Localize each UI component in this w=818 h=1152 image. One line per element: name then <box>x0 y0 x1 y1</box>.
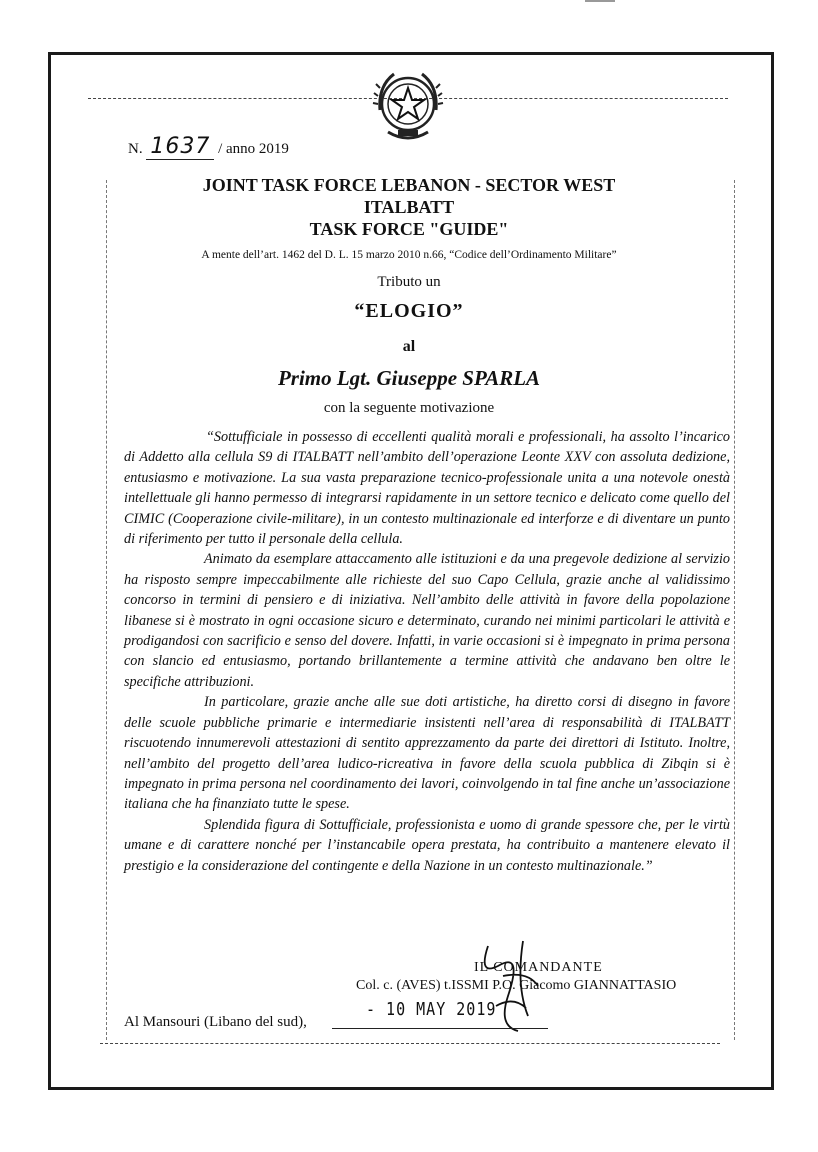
motivation-intro: con la seguente motivazione <box>323 400 495 416</box>
motivation-text <box>124 427 730 876</box>
commander-name: Col. c. (AVES) t.ISSMI P.O. Giacomo GIANNATTASIO <box>356 978 677 993</box>
handwritten-signature <box>468 936 548 1036</box>
paragraph-4: Splendida figura di Sottufficiale, professionista e uomo di grande spessore che, per le virtù umane e di carattere nonché per l’instancabile opera prestata, ha contribuito a mantenere elevato il prestigio e la considerazione del contingente e della Nazione in un contesto multinazionale.” <box>124 816 730 874</box>
paragraph-1: “Sottufficiale in possesso di eccellenti qualità morali e professionali, ha assolto l’incarico di Addetto alla cellula S9 di ITALBATT nell’ambito dell’operazione Leonte XXV con assoluta dedizione, entusiasmo e motivazione. La sua vasta preparazione tecnico-professionale unita a una notevole onestà intellettuale gli hanno permesso di integrarsi rapidamente in un settore tecnico e delicato come quello del CIMIC (Cooperazione civile-militare), in un contesto multinazionale ed interforze e di diventare un punto di riferimento per tutto il personale della cellula. <box>124 429 730 548</box>
paragraph-3: In particolare, grazie anche alle sue doti artistiche, ha diretto corsi di disegno in favore delle scuole pubbliche primarie e intermediarie insistenti nell’area di responsabilità di ITALBATT riscuotendo innumerevoli attestazioni di sentito apprezzamento da parte dei direttori di Istituto. Inoltre, nell’ambito del progetto dell’area ludico-ricreativa in favore della scuola pubblica di Zibqin si è impegnato in prima persona nel coordinamento dei lavori, coinvolgendo in tal fine anche un’associazione italiana che ha finanziato tutte le spese. <box>124 694 730 813</box>
recipient-name: Primo Lgt. Giuseppe SPARLA <box>277 366 541 390</box>
date-underline <box>332 1028 548 1029</box>
italian-republic-emblem-icon <box>372 66 444 148</box>
commander-title: IL COMANDANTE <box>474 960 603 975</box>
unit-heading <box>100 174 718 240</box>
bottom-dashed-rule <box>100 1043 720 1044</box>
protocol-year: / anno 2019 <box>218 141 289 157</box>
scan-mark <box>585 0 615 6</box>
protocol-prefix: N. <box>128 141 143 157</box>
legal-reference: A mente dell’art. 1462 del D. L. 15 marzo 2010 n.66, “Codice dell’Ordinamento Militare” <box>201 249 617 261</box>
protocol-number-line <box>128 134 289 160</box>
place-of-issue: Al Mansouri (Libano del sud), <box>124 1014 307 1030</box>
right-margin-rule <box>734 180 735 1040</box>
tribute-line: Tributo un <box>377 274 441 290</box>
award-title: “ELOGIO” <box>354 300 464 322</box>
heading-line-2: ITALBATT <box>363 197 455 217</box>
award-to: al <box>402 338 416 355</box>
heading-line-3: TASK FORCE "GUIDE" <box>309 219 509 239</box>
heading-line-1: JOINT TASK FORCE LEBANON - SECTOR WEST <box>202 175 616 195</box>
date-stamp: - 10 MAY 2019 <box>366 998 497 1020</box>
protocol-number: 1637 <box>146 134 214 160</box>
paragraph-2: Animato da esemplare attaccamento alle istituzioni e da una pregevole dedizione al servizio ha risposto sempre impeccabilmente alle richieste del suo Capo Cellula, grazie anche al validissimo concorso in termini di pensiero e di iniziativa. Nell’ambito delle attività in favore della popolazione libanese si è mostrato in ogni occasione sicuro e determinato, curando nei minimi particolari le attività e prodigandosi con sacrificio e senso del dovere. Infatti, in varie occasioni si è impegnato in prima persona con slancio ed entusiasmo, portando brillantemente a termine attività che andavano ben oltre le specifiche attribuzioni. <box>124 551 730 690</box>
